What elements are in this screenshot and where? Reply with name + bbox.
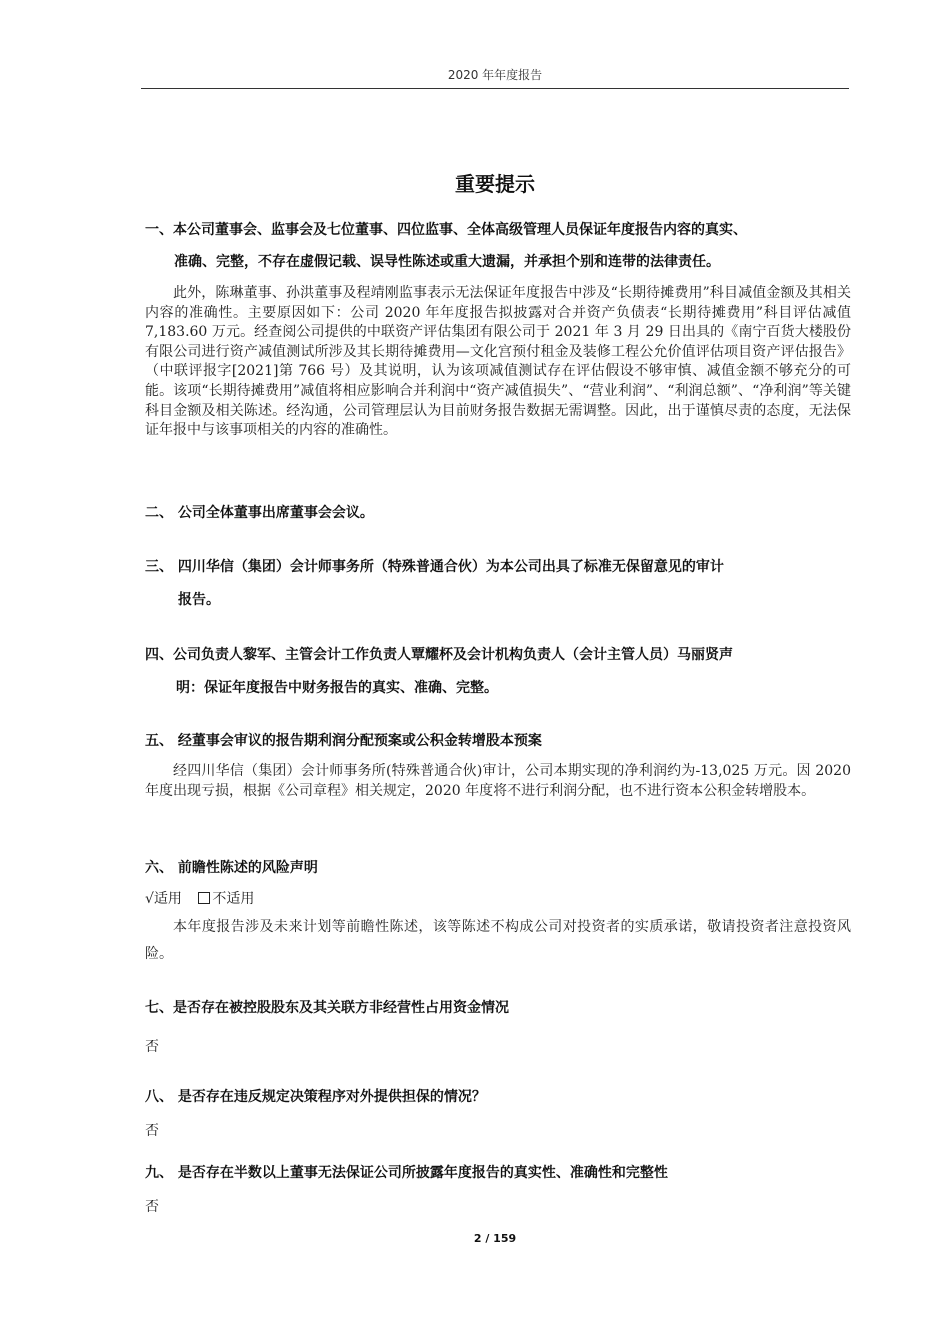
section-6-paragraph: 本年度报告涉及未来计划等前瞻性陈述，该等陈述不构成公司对投资者的实质承诺，敬请投资者注意投资风险。	[145, 919, 851, 962]
section-4-heading-line-1: 四、公司负责人黎军、主管会计工作负责人覃耀杯及会计机构负责人（会计主管人员）马丽贤声	[145, 647, 733, 663]
section-2-heading: 二、 公司全体董事出席董事会会议。	[145, 505, 374, 521]
section-7-heading: 七、是否存在被控股股东及其关联方非经营性占用资金情况	[145, 1000, 509, 1016]
page-number: 2 / 159	[473, 1232, 517, 1245]
section-9-answer: 否	[145, 1199, 159, 1215]
section-5-heading: 五、 经董事会审议的报告期利润分配预案或公积金转增股本预案	[145, 733, 542, 749]
section-9-heading: 九、 是否存在半数以上董事无法保证公司所披露年度报告的真实性、准确性和完整性	[145, 1165, 668, 1181]
page-header: 2020 年年度报告	[447, 68, 543, 82]
applicability-options	[145, 888, 254, 908]
header-divider	[141, 88, 849, 89]
section-1-paragraph: 此外，陈琳董事、孙洪董事及程靖刚监事表示无法保证年度报告中涉及“长期待摊费用”科目减值金额及其相关内容的准确性。主要原因如下：公司 2020 年年度报告拟披露对合并资产负债表“长期待摊费用”科目评估减值 7,183.60 万元。经查阅公司提供的中联资产评估集团有限公司于 2021 年 3 月 29 日出具的《南宁百货大楼股份有限公司进行资产减值测试所涉及其长期待摊费用—文化宫预付租金及装修工程公允价值评估项目资产评估报告》（中联评报字[2021]第 766 号）及其说明，认为该项减值测试存在评估假设不够审慎、减值金额不够充分的可能。该项“长期待摊费用”减值将相应影响合并利润中“资产减值损失”、“营业利润”、“利润总额”、“净利润”等关键科目金额及相关陈述。经沟通，公司管理层认为目前财务报告数据无需调整。因此，出于谨慎尽责的态度，无法保证年报中与该事项相关的内容的准确性。	[145, 285, 851, 439]
section-4-heading-line-2: 明：保证年度报告中财务报告的真实、准确、完整。	[176, 680, 498, 696]
option-applicable: √适用	[145, 891, 182, 907]
section-7-answer: 否	[145, 1039, 159, 1055]
page-title: 重要提示	[455, 172, 535, 196]
section-8-heading: 八、 是否存在违反规定决策程序对外提供担保的情况？	[145, 1089, 486, 1105]
section-6-heading: 六、 前瞻性陈述的风险声明	[145, 860, 318, 876]
section-3-heading-line-1: 三、 四川华信（集团）会计师事务所（特殊普通合伙）为本公司出具了标准无保留意见的审计	[145, 559, 724, 575]
section-1-heading-line-1: 一、本公司董事会、监事会及七位董事、四位监事、全体高级管理人员保证年度报告内容的真实、	[145, 222, 747, 238]
section-8-answer: 否	[145, 1123, 159, 1139]
checkbox-icon	[198, 892, 210, 904]
section-1-heading-line-2: 准确、完整，不存在虚假记载、误导性陈述或重大遗漏，并承担个别和连带的法律责任。	[174, 254, 720, 270]
section-5-paragraph: 经四川华信（集团）会计师事务所(特殊普通合伙)审计，公司本期实现的净利润约为-13,025 万元。因 2020 年度出现亏损，根据《公司章程》相关规定，2020 年度将不进行利润分配，也不进行资本公积金转增股本。	[145, 763, 851, 799]
section-3-heading-line-2: 报告。	[178, 592, 220, 608]
option-not-applicable: 不适用	[212, 891, 255, 907]
